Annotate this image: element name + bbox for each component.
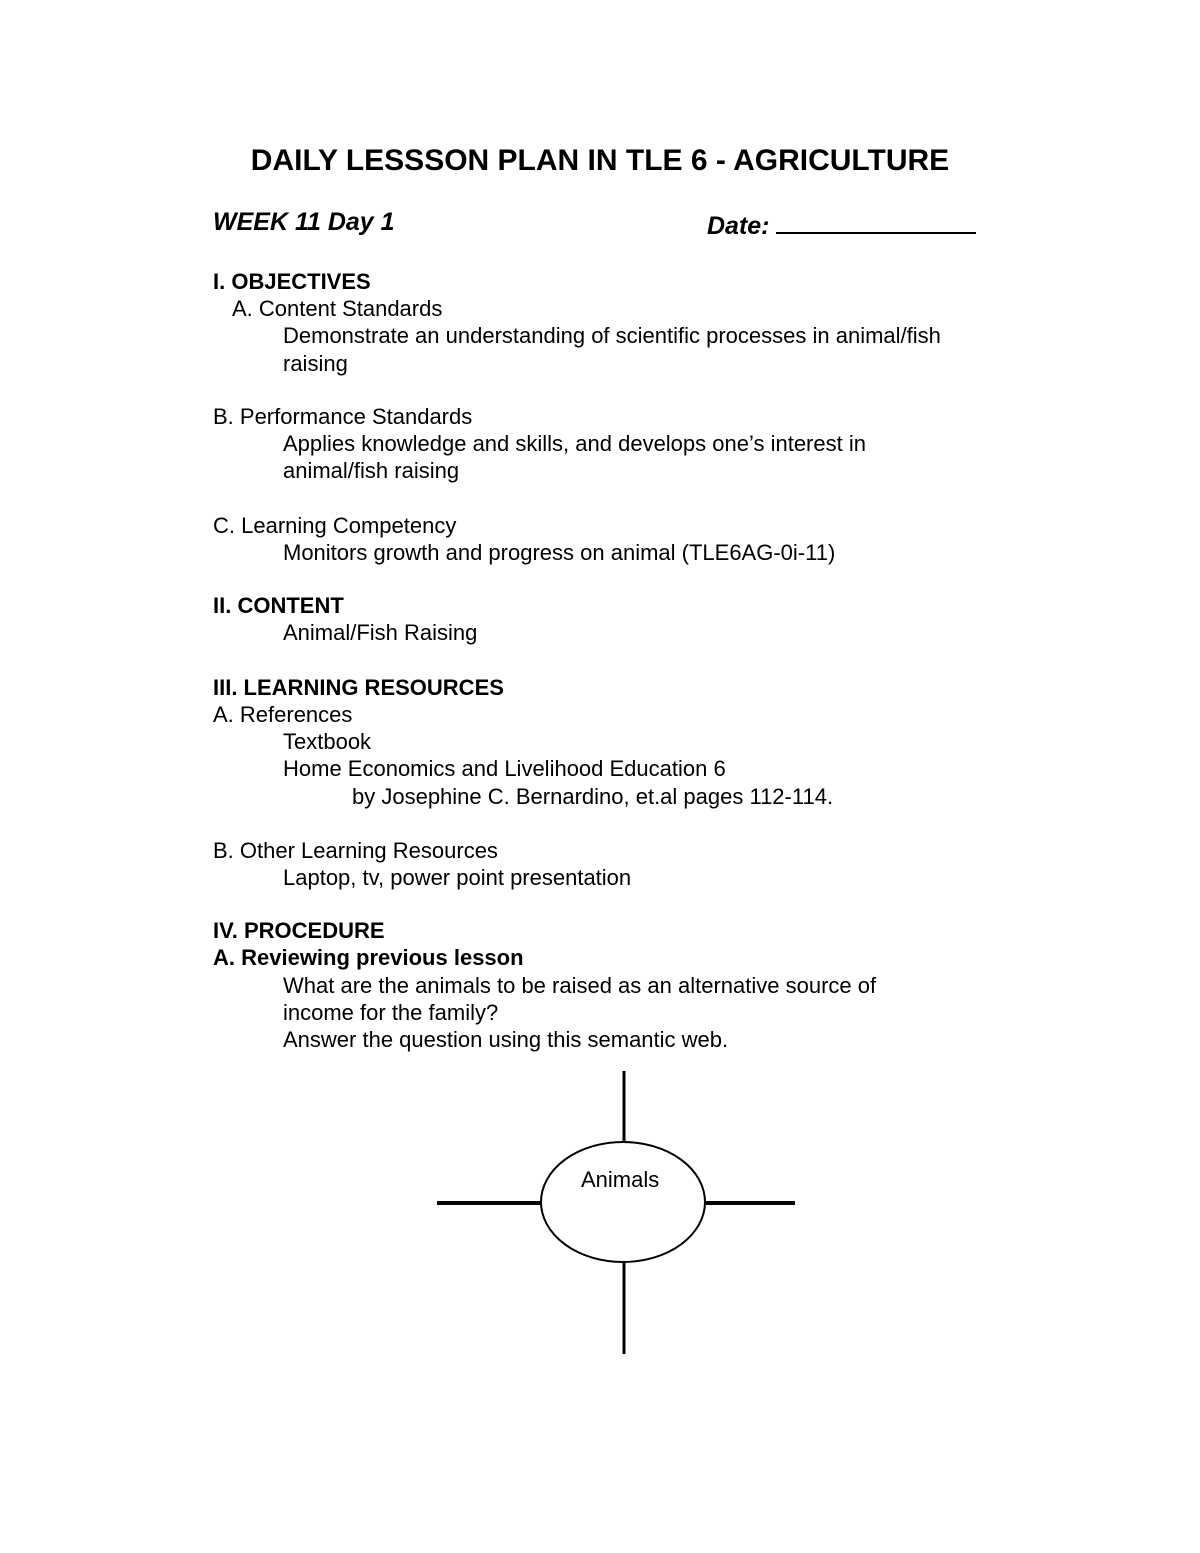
reference-line-1: Textbook: [283, 729, 372, 754]
web-center-label: Animals: [581, 1167, 660, 1192]
other-resources-text: Laptop, tv, power point presentation: [283, 865, 632, 890]
reference-line-3: by Josephine C. Bernardino, et.al pages 112-114.: [352, 784, 834, 809]
web-center-ellipse: [541, 1142, 705, 1262]
week-label: WEEK 11 Day 1: [213, 208, 395, 236]
content-standards-label: A. Content Standards: [232, 296, 443, 321]
procedure-subheading: A. Reviewing previous lesson: [213, 945, 524, 970]
content-standards-line-2: raising: [283, 351, 348, 376]
content-text: Animal/Fish Raising: [283, 620, 478, 645]
procedure-heading: IV. PROCEDURE: [213, 918, 385, 943]
performance-standards-line-2: animal/fish raising: [283, 458, 460, 483]
content-heading: II. CONTENT: [213, 593, 344, 618]
resources-heading: III. LEARNING RESOURCES: [213, 675, 504, 700]
learning-competency-label: C. Learning Competency: [213, 513, 457, 538]
learning-competency-line-1: Monitors growth and progress on animal (TLE6AG-0i-11): [283, 540, 836, 565]
page-title: DAILY LESSSON PLAN IN TLE 6 - AGRICULTURE: [250, 144, 950, 177]
objectives-heading: I. OBJECTIVES: [213, 269, 371, 294]
date-label: Date:: [707, 212, 770, 240]
other-resources-label: B. Other Learning Resources: [213, 838, 498, 863]
procedure-line-3: Answer the question using this semantic web.: [283, 1027, 729, 1052]
performance-standards-line-1: Applies knowledge and skills, and develops one’s interest in: [283, 431, 866, 456]
procedure-line-1: What are the animals to be raised as an alternative source of: [283, 973, 877, 998]
procedure-line-2: income for the family?: [283, 1000, 499, 1025]
reference-line-2: Home Economics and Livelihood Education 6: [283, 756, 726, 781]
references-label: A. References: [213, 702, 353, 727]
content-standards-line-1: Demonstrate an understanding of scientific processes in animal/fish: [283, 323, 941, 348]
performance-standards-label: B. Performance Standards: [213, 404, 473, 429]
